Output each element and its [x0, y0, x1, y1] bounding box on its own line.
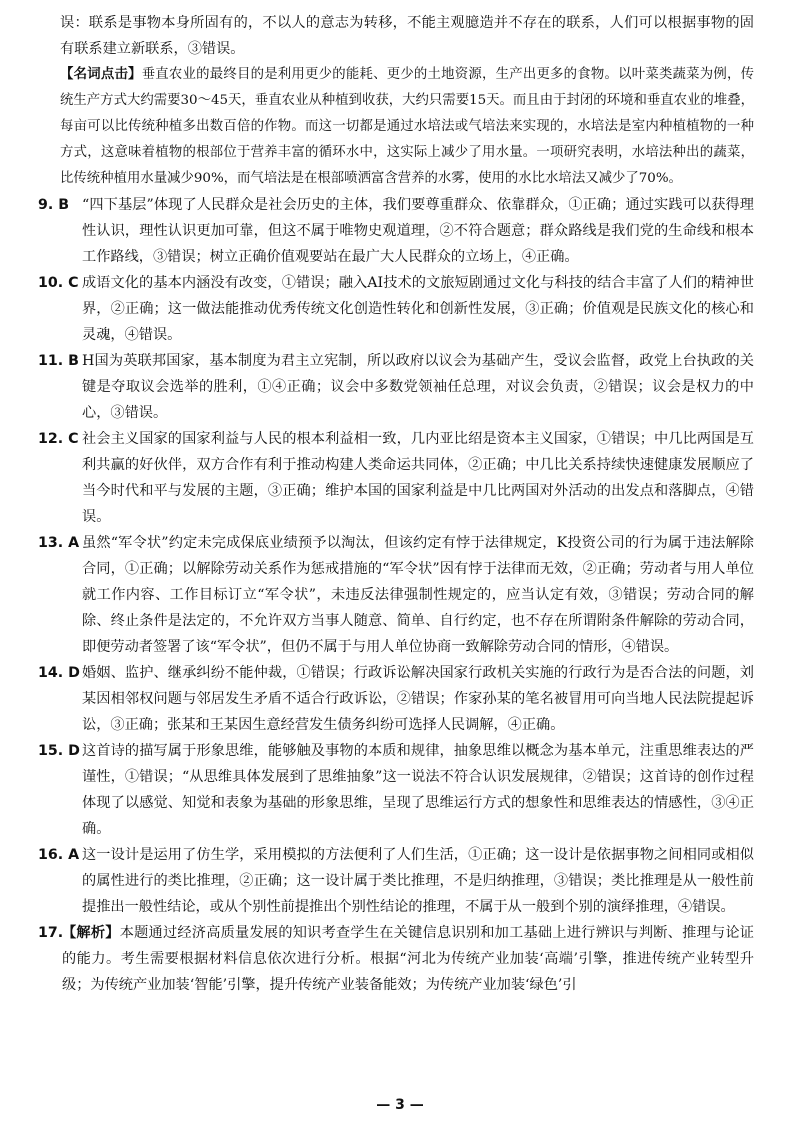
answer-number: 17.: [38, 925, 64, 941]
answer-text: 成语文化的基本内涵没有改变，①错误；融入AI技术的文旅短剧通过文化与科技的结合丰富了人们的精神世界，②正确；这一做法能推动优秀传统文化创造性转化和创新性发展，③正确；价值观是民族文化的核心和灵魂，④错误。: [82, 275, 754, 343]
answer-number: 15. D: [38, 743, 80, 759]
answer-number: 16. A: [38, 847, 80, 863]
answer-number: 12. C: [38, 431, 79, 447]
analysis-text: [62, 920, 754, 998]
term-note: [38, 62, 754, 192]
answer-text: 这一设计是运用了仿生学，采用模拟的方法便利了人们生活，①正确；这一设计是依据事物之间相同或相似的属性进行的类比推理，②正确；这一设计属于类比推理，不是归纳推理，③错误；类比推理是从一般性前提推出一般性结论，或从个别性前提推出个别性结论的推理，不属于从一般到个别的演绎推理，④错误。: [82, 847, 754, 915]
answer-number: 11. B: [38, 353, 79, 369]
answer-text: 社会主义国家的国家利益与人民的根本利益相一致，几内亚比绍是资本主义国家，①错误；中几比两国是互利共赢的好伙伴，双方合作有利于推动构建人类命运共同体，②正确；中几比关系持续快速健康发展顺应了当今时代和平与发展的主题，③正确；维护本国的国家利益是中几比两国对外活动的出发点和落脚点，④错误。: [82, 431, 754, 525]
question-17: [38, 920, 754, 998]
answer-item: [38, 842, 754, 920]
answer-item: [38, 270, 754, 348]
analysis-body: 本题通过经济高质量发展的知识考查学生在关键信息识别和加工基础上进行辨识与判断、推理与论证的能力。考生需要根据材料信息依次进行分析。根据“河北为传统产业加装‘高端’引擎，推进传统产业转型升级；为传统产业加装‘智能’引擎，提升传统产业装备能效；为传统产业加装‘绿色’引: [62, 925, 754, 993]
answer-item: [38, 348, 754, 426]
page-number: — 3 —: [376, 1097, 424, 1113]
answer-text: 这首诗的描写属于形象思维，能够触及事物的本质和规律，抽象思维以概念为基本单元，注重思维表达的严谨性，①错误；“从思维具体发展到了思维抽象”这一说法不符合认识发展规律，②错误；这首诗的创作过程体现了以感觉、知觉和表象为基础的形象思维，呈现了思维运行方式的想象性和思维表达的情感性，③④正确。: [82, 743, 754, 837]
term-note-text: 垂直农业的最终目的是利用更少的能耗、更少的土地资源，生产出更多的食物。以叶菜类蔬菜为例，传统生产方式大约需要30～45天，垂直农业从种植到收获，大约只需要15天。而且由于封闭的环境和垂直农业的堆叠，每亩可以比传统种植多出数百倍的作物。而这一切都是通过水培法或气培法来实现的，水培法是室内种植植物的一种方式，这意味着植物的根部位于营养丰富的循环水中，这实际上减少了用水量。一项研究表明，水培法种出的蔬菜，比传统种植用水量减少90%，而气培法是在根部喷洒富含营养的水雾，使用的水比水培法又减少了70%。: [60, 67, 755, 186]
answer-number: 14. D: [38, 665, 80, 681]
analysis-tag: 【解析】: [62, 925, 120, 941]
answer-text: “四下基层”体现了人民群众是社会历史的主体，我们要尊重群众、依靠群众，①正确；通过实践可以获得理性认识，理性认识更加可靠，但这不属于唯物史观道理，②不符合题意；群众路线是我们党的生命线和根本工作路线，③错误；树立正确价值观要站在最广大人民群众的立场上，④正确。: [82, 197, 754, 265]
answer-item: [38, 192, 754, 270]
answer-item: [38, 660, 754, 738]
answer-item: [38, 530, 754, 660]
answer-number: 13. A: [38, 535, 80, 551]
intro-paragraph: 误：联系是事物本身所固有的，不以人的意志为转移，不能主观臆造并不存在的联系，人们可以根据事物的固有联系建立新联系，③错误。: [60, 15, 754, 57]
answer-item: [38, 738, 754, 842]
answer-text: 虽然“军令状”约定未完成保底业绩预予以淘汰，但该约定有悖于法律规定，K投资公司的行为属于违法解除合同，①正确；以解除劳动关系作为惩戒措施的“军令状”因有悖于法律而无效，②正确；劳动者与用人单位就工作内容、工作目标订立“军令状”，未违反法律强制性规定的，应当认定有效，③错误；劳动合同的解除、终止条件是法定的，不允许双方当事人随意、简单、自行约定，也不存在所谓附条件解除的劳动合同，即便劳动者签署了该“军令状”，但仍不属于与用人单位协商一致解除劳动合同的情形，④错误。: [82, 535, 754, 655]
answer-number: 9. B: [38, 197, 70, 213]
answer-number: 10. C: [38, 275, 79, 291]
answer-text: 婚姻、监护、继承纠纷不能仲裁，①错误；行政诉讼解决国家行政机关实施的行政行为是否合法的问题，刘某因相邻权问题与邻居发生矛盾不适合行政诉讼，②错误；作家孙某的笔名被冒用可向当地人民法院提起诉讼，③正确；张某和王某因生意经营发生债务纠纷可选择人民调解，④正确。: [82, 665, 754, 733]
answer-item: [38, 426, 754, 530]
term-note-tag: 【名词点击】: [60, 67, 142, 82]
answer-text: H国为英联邦国家，基本制度为君主立宪制，所以政府以议会为基础产生，受议会监督，政党上台执政的关键是夺取议会选举的胜利，①④正确；议会中多数党领袖任总理，对议会负责，②错误；议会是权力的中心，③错误。: [82, 353, 754, 421]
